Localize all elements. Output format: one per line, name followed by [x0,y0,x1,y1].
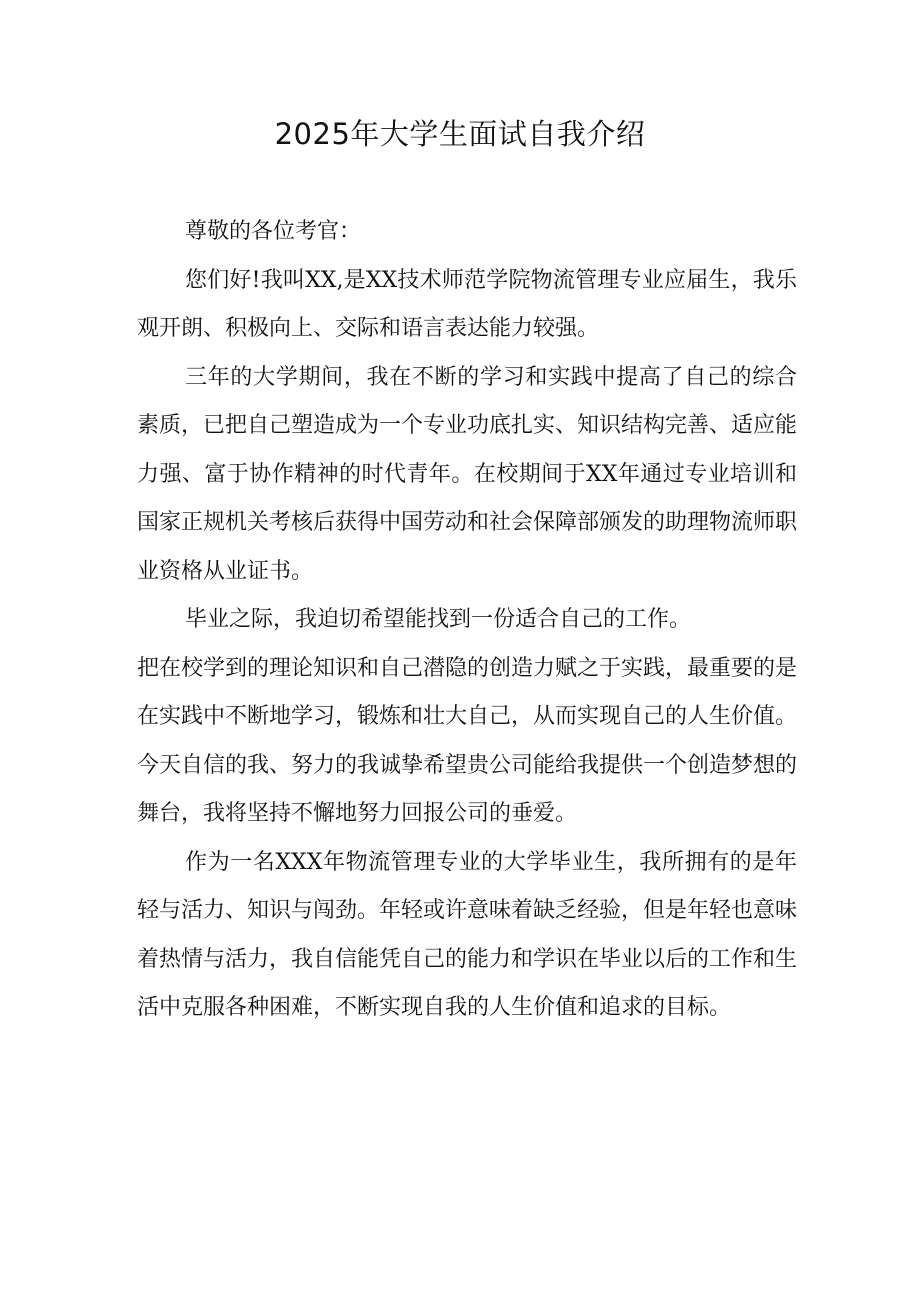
salutation: 尊敬的各位考官： [185,219,362,244]
paragraph-university: 三年的大学期间，我在不断的学习和实践中提高了自己的综合素质，已把自己塑造成为一个专业功底扎实、知识结构完善、适应能力强、富于协作精神的时代青年。在校期间于XX年通过专业培训和国家正规机关考核后获得中国劳动和社会保障部颁发的助理物流师职业资格从业证书。 [137,364,798,584]
paragraph-conclusion: 作为一名XXX年物流管理专业的大学毕业生，我所拥有的是年轻与活力、知识与闯劲。年轻或许意味着缺乏经验，但是年轻也意味着热情与活力，我自信能凭自己的能力和学识在毕业以后的工作和生活中克服各种困难，不断实现自我的人生价值和追求的目标。 [137,849,798,1020]
paragraph-graduation: 毕业之际，我迫切希望能找到一份适合自己的工作。 [185,607,692,632]
document-body [137,208,797,1033]
document-title: 2025年大学生面试自我介绍 [274,117,646,151]
paragraph-greeting: 您们好!我叫XX,是XX技术师范学院物流管理专业应届生，我乐观开朗、积极向上、交际和语言表达能力较强。 [137,267,797,341]
paragraph-practice: 把在校学到的理论知识和自己潜隐的创造力赋之于实践，最重要的是在实践中不断地学习，锻炼和壮大自己，从而实现自己的人生价值。今天自信的我、努力的我诚挚希望贵公司能给我提供一个创造梦想的舞台，我将坚持不懈地努力回报公司的垂爱。 [137,655,798,826]
